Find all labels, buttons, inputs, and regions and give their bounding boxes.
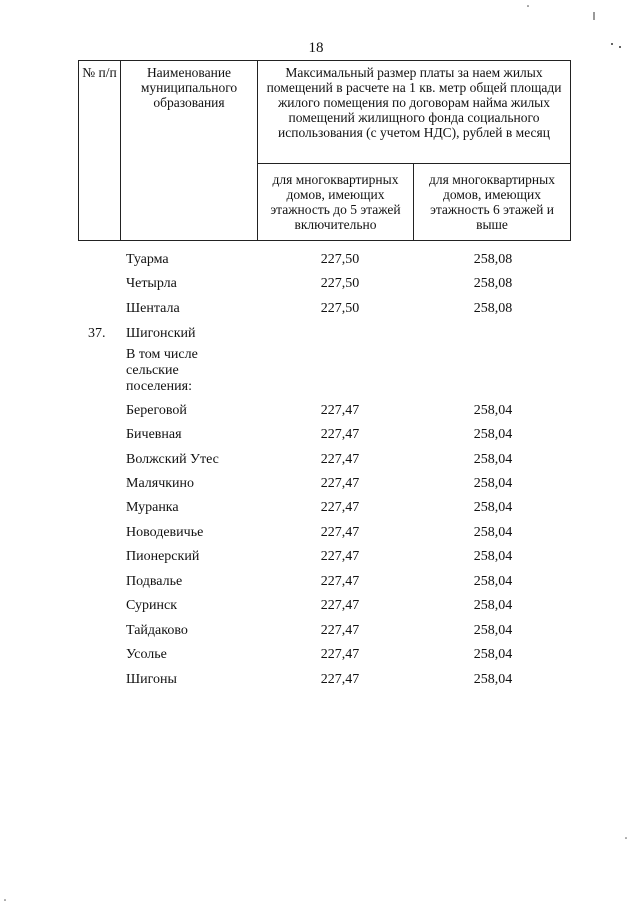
scan-speck [619,46,621,48]
price-up-to-5-floors: 227,50 [320,252,360,267]
price-6-plus-floors: 258,08 [473,276,513,291]
scan-speck [4,899,6,901]
price-6-plus-floors: 258,04 [473,452,513,467]
district-subtitle-line: В том числе [126,347,198,362]
price-up-to-5-floors: 227,50 [320,301,360,316]
settlement-name: Подвалье [126,574,183,589]
price-up-to-5-floors: 227,47 [320,500,360,515]
price-up-to-5-floors: 227,47 [320,452,360,467]
header-number-column: № п/п [79,61,121,241]
settlement-name: Тайдаково [126,623,188,638]
header-name-column: Наименование муниципального образования [121,61,258,241]
price-up-to-5-floors: 227,47 [320,672,360,687]
price-6-plus-floors: 258,08 [473,301,513,316]
price-6-plus-floors: 258,08 [473,252,513,267]
settlement-name: Муранка [126,500,179,515]
settlement-name: Пионерский [126,549,200,564]
settlement-name: Шигоны [126,672,177,687]
scan-speck [625,837,627,839]
district-name: Шигонский [126,326,196,341]
settlement-name: Туарма [126,252,169,267]
price-6-plus-floors: 258,04 [473,672,513,687]
price-up-to-5-floors: 227,47 [320,427,360,442]
price-up-to-5-floors: 227,47 [320,574,360,589]
price-up-to-5-floors: 227,47 [320,525,360,540]
page-number: 18 [308,40,324,56]
price-6-plus-floors: 258,04 [473,525,513,540]
settlement-name: Шентала [126,301,180,316]
price-6-plus-floors: 258,04 [473,476,513,491]
price-6-plus-floors: 258,04 [473,403,513,418]
scan-speck [527,5,529,7]
settlement-name: Береговой [126,403,187,418]
district-number: 37. [88,326,106,341]
settlement-name: Бичевная [126,427,182,442]
price-6-plus-floors: 258,04 [473,549,513,564]
price-6-plus-floors: 258,04 [473,623,513,638]
price-up-to-5-floors: 227,47 [320,598,360,613]
price-up-to-5-floors: 227,47 [320,623,360,638]
settlement-name: Суринск [126,598,177,613]
price-up-to-5-floors: 227,50 [320,276,360,291]
price-6-plus-floors: 258,04 [473,598,513,613]
price-up-to-5-floors: 227,47 [320,476,360,491]
settlement-name: Четырла [126,276,177,291]
price-up-to-5-floors: 227,47 [320,549,360,564]
settlement-name: Новодевичье [126,525,204,540]
district-subtitle-line: поселения: [126,379,192,394]
district-subtitle-line: сельские [126,363,179,378]
settlement-name: Волжский Утес [126,452,219,467]
price-up-to-5-floors: 227,47 [320,647,360,662]
price-up-to-5-floors: 227,47 [320,403,360,418]
price-6-plus-floors: 258,04 [473,574,513,589]
price-6-plus-floors: 258,04 [473,500,513,515]
price-6-plus-floors: 258,04 [473,647,513,662]
header-subcolumn-up-to-5-floors: для многоквартирных домов, имеющих этажность до 5 этажей включительно [258,164,414,241]
settlement-name: Усолье [126,647,167,662]
header-price-column: Максимальный размер платы за наем жилых помещений в расчете на 1 кв. метр общей площади жилого помещения по договорам найма жилых помещений жилищного фонда социального использования (с учетом НДС), рублей в месяц [258,61,571,164]
header-subcolumn-6-plus-floors: для многоквартирных домов, имеющих этажность 6 этажей и выше [414,164,571,241]
price-6-plus-floors: 258,04 [473,427,513,442]
settlement-name: Малячкино [126,476,195,491]
scan-speck [611,43,613,45]
